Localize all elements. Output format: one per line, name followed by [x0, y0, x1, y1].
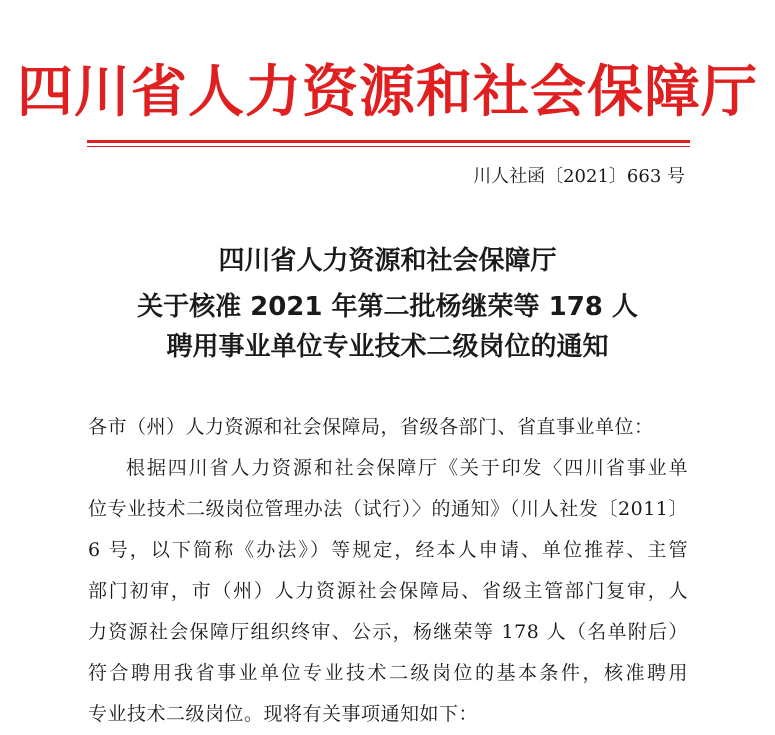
document-number: 川人社函〔2021〕663 号: [473, 166, 685, 187]
document-title-line-1: 四川省人力资源和社会保障厅: [218, 246, 557, 276]
letterhead-org-name: 四川省人力资源和社会保障厅: [17, 60, 758, 125]
salutation: 各市（州）人力资源和社会保障局，省级各部门、省直事业单位：: [88, 416, 654, 438]
paragraph-line: 符合聘用我省事业单位专业技术二级岗位的基本条件，核准聘用: [88, 662, 688, 684]
document-title-line-3: 聘用事业单位专业技术二级岗位的通知: [166, 332, 609, 362]
document-title-line-2: 关于核准 2021 年第二批杨继荣等 178 人: [137, 292, 638, 322]
paragraph-line: 部门初审，市（州）人力资源社会保障局、省级主管部门复审，人: [88, 580, 688, 602]
paragraph-line: 根据四川省人力资源和社会保障厅《关于印发〈四川省事业单: [126, 457, 688, 479]
paragraph-line: 位专业技术二级岗位管理办法（试行）〉的通知》（川人社发〔2011〕: [88, 498, 688, 520]
paragraph-line: 专业技术二级岗位。现将有关事项通知如下：: [88, 703, 479, 725]
letterhead-red-rule-thick: [87, 140, 690, 143]
paragraph-line: 力资源社会保障厅组织终审、公示，杨继荣等 178 人（名单附后）: [88, 621, 688, 643]
letterhead-red-rule-thin: [87, 146, 690, 147]
paragraph-line: 6 号，以下简称《办法》）等规定，经本人申请、单位推荐、主管: [88, 539, 688, 561]
